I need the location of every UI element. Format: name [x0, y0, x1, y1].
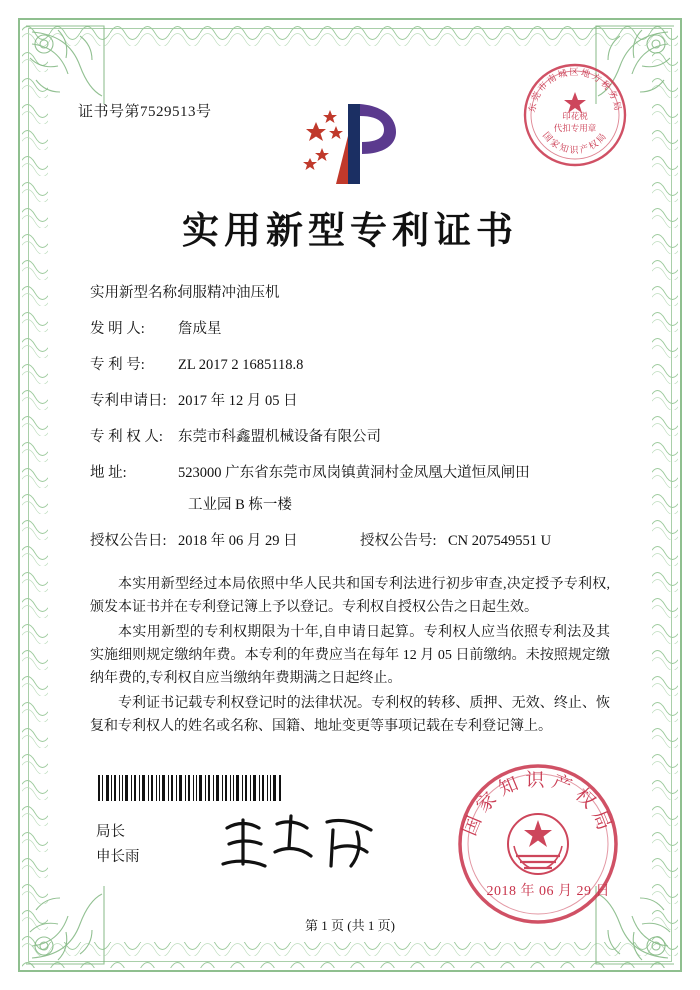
field-value-patent-number: ZL 2017 2 1685118.8: [178, 357, 304, 373]
svg-text:国家知识产权局: 国家知识产权局: [540, 130, 610, 155]
announcement-date-group: [90, 531, 360, 552]
field-value-announcement-number: CN 207549551 U: [448, 533, 552, 549]
field-row: [90, 427, 610, 448]
field-value-utility-model-name: 伺服精冲油压机: [178, 285, 280, 301]
address-line-2: 工业园 B 栋一楼: [188, 497, 292, 513]
page-footer: 第 1 页 (共 1 页): [305, 918, 395, 933]
cnipa-emblem-icon: [296, 96, 406, 191]
field-label-utility-model-name: 实用新型名称:: [90, 285, 182, 301]
field-value-address: [178, 463, 610, 516]
certificate-number: 证书号第7529513号: [78, 104, 212, 120]
field-row: [90, 283, 610, 304]
page-title: 实用新型专利证书: [182, 211, 518, 252]
svg-text:国家知识产权局: 国家知识产权局: [459, 770, 617, 839]
field-row-announcement: [90, 531, 610, 552]
announcement-number-group: [360, 531, 610, 552]
field-list: [90, 283, 610, 566]
field-value-application-date: 2017 年 12 月 05 日: [178, 393, 298, 409]
field-label-patent-number: 专 利 号:: [90, 357, 145, 373]
paragraph-2: 本实用新型的专利权期限为十年,自申请日起算。专利权人应当依照专利法及其实施细则规定缴纳年费。本专利的年费应当在每年 12 月 05 日前缴纳。未按照规定缴纳年费的,专利权自应当缴纳年费期满之日起终止。: [90, 625, 610, 686]
barcode-icon: [98, 775, 284, 801]
field-label-application-date: 专利申请日:: [90, 393, 167, 409]
field-label-patentee: 专 利 权 人:: [90, 429, 163, 445]
field-row: [90, 319, 610, 340]
address-line-1: 523000 广东省东莞市凤岗镇黄洞村金凤凰大道恒凤闸田: [178, 465, 530, 481]
corner-ornament-icon: [22, 22, 108, 108]
field-label-announcement-number: 授权公告号:: [360, 533, 437, 549]
svg-text:印花税: 印花税: [562, 111, 588, 121]
field-label-announcement-date: 授权公告日:: [90, 533, 167, 549]
svg-text:东莞市南城区地方税务局: 东莞市南城区地方税务局: [526, 67, 624, 114]
field-label-inventor: 发 明 人:: [90, 321, 145, 337]
field-label-address: 地 址:: [90, 465, 127, 481]
paragraph-3: 专利证书记载专利权登记时的法律状况。专利权的转移、质押、无效、终止、恢复和专利权人的姓名或名称、国籍、地址变更等事项记载在专利登记簿上。: [90, 696, 610, 734]
seal-date: 2018 年 06 月 29 日: [486, 884, 610, 899]
field-row: [90, 391, 610, 412]
tax-stamp-seal: [522, 62, 628, 168]
field-value-patentee: 东莞市科鑫盟机械设备有限公司: [178, 429, 381, 445]
paragraph-1: 本实用新型经过本局依照中华人民共和国专利法进行初步审查,决定授予专利权,颁发本证书并在专利登记簿上予以登记。专利权自授权公告之日起生效。: [90, 577, 610, 615]
field-row: [90, 463, 610, 516]
director-name-label: 申长雨: [96, 849, 140, 865]
svg-text:代扣专用章: 代扣专用章: [553, 123, 597, 133]
national-office-seal: [454, 760, 622, 928]
field-row: [90, 355, 610, 376]
field-value-inventor: 詹成星: [178, 321, 222, 337]
director-title-label: 局长: [96, 824, 125, 840]
legal-text-block: [90, 573, 610, 740]
field-value-announcement-date: 2018 年 06 月 29 日: [178, 533, 298, 549]
signature-block: [96, 820, 140, 870]
handwritten-signature-icon: [215, 808, 385, 878]
